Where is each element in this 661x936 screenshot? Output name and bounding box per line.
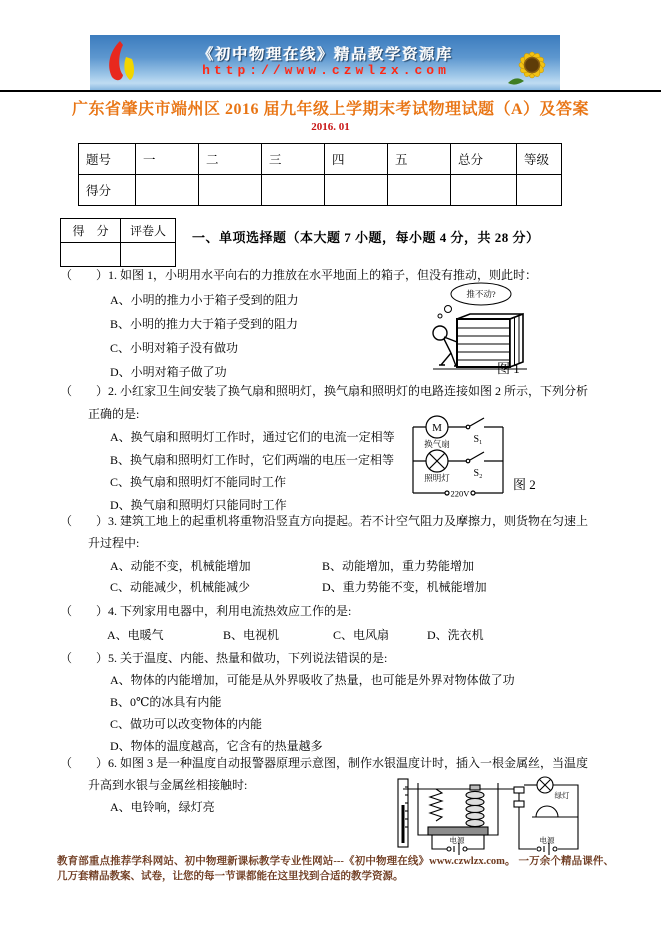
site-logo-icon [90,35,152,91]
grader-label: 评卷人 [121,219,176,243]
motor-symbol-label: M [432,422,442,434]
header-cell: 三 [262,144,325,175]
lamp-label: 照明灯 [424,473,450,483]
header-cell: 等级 [517,144,562,175]
option-b: B、小明的推力大于箱子受到的阻力 [110,317,299,331]
header-cell: 二 [199,144,262,175]
option-a: A、换气扇和照明灯工作时，通过它们的电流一定相等 [110,430,395,444]
switch-2-label: S₂ [473,468,483,479]
empty-cell [325,175,388,206]
option-b: B、0℃的冰具有内能 [110,695,222,709]
option-a: A、物体的内能增加，可能是从外界吸收了热量，也可能是外界对物体做了功 [110,673,515,687]
option-d: D、小明对箱子做了功 [110,365,227,379]
bell-icon [536,806,558,817]
empty-cell [121,243,176,267]
table-row [79,144,562,175]
question-stem: （ ）3. 建筑工地上的起重机将重物沿竖直方向提起。若不计空气阻力及摩擦力，则货物在匀速上 [60,514,589,528]
section-one-heading: 一、单项选择题（本大题 7 小题，每小题 4 分，共 28 分） [192,230,540,245]
thought-bubble-text: 推不动? [466,289,496,299]
option-a: A、电暖气 [107,628,164,642]
figure-3-alarm-diagram [392,775,588,859]
site-banner[interactable] [90,35,560,91]
site-url-link[interactable]: http://www.czwlzx.com [202,63,450,79]
battery-left-label: 电源 [449,836,465,845]
option-a: A、电铃响，绿灯亮 [110,800,215,814]
voltage-label: 220V [450,488,470,499]
option-d: D、物体的温度越高，它含有的热量越多 [110,739,323,753]
option-d: D、换气扇和照明灯只能同时工作 [110,498,287,512]
battery-right-label: 电源 [539,836,555,845]
question-3 [60,512,589,594]
empty-cell [199,175,262,206]
option-a: A、动能不变，机械能增加 [110,559,251,573]
option-b: B、换气扇和照明灯工作时，它们两端的电压一定相等 [110,453,395,467]
empty-cell [262,175,325,206]
spring-icon [430,789,442,821]
table-row [61,219,176,243]
question-stem: （ ）4. 下列家用电器中，利用电流热效应工作的是: [60,604,352,618]
header-cell: 五 [388,144,451,175]
empty-cell [451,175,517,206]
option-c: C、做功可以改变物体的内能 [110,717,263,731]
table-row [61,243,176,267]
question-5 [60,649,572,753]
header-cell: 总分 [451,144,517,175]
option-a: A、小明的推力小于箱子受到的阻力 [110,293,299,307]
option-c: C、换气扇和照明灯不能同时工作 [110,475,287,489]
table-row [79,175,562,206]
empty-cell [517,175,562,206]
question-4 [60,602,572,642]
question-stem: （ ）5. 关于温度、内能、热量和做功，下列说法错误的是: [60,651,388,665]
question-stem-continued: 升过程中: [88,536,140,550]
header-cell: 四 [325,144,388,175]
exam-date: 2016. 01 [311,121,350,133]
header-cell: 一 [136,144,199,175]
score-summary-table [78,143,562,206]
score-row-label: 得分 [79,175,136,206]
sunflower-icon [500,35,560,91]
question-stem: （ ）6. 如图 3 是一种温度自动报警器原理示意图，制作水银温度计时，插入一根金属丝，当温度 [60,756,589,770]
figure-2-circuit-diagram [407,411,509,503]
option-b: B、动能增加，重力势能增加 [322,559,475,573]
site-footer-text: 教育部重点推荐学科网站、初中物理新课标教学专业性网站---《初中物理在线》www.czwlzx.com。 一万余个精品课件、几万套精品教案、试卷，让您的每一节课都能在这里找到合适的教学资源。 [57,856,614,882]
option-b: B、电视机 [223,628,280,642]
empty-cell [61,243,121,267]
coil-icon [466,791,484,798]
empty-cell [136,175,199,206]
header-cell: 题号 [79,144,136,175]
option-d: D、洗衣机 [427,628,484,642]
option-c: C、动能减少，机械能减少 [110,580,251,594]
question-stem-continued: 升高到水银与金属丝相接触时: [88,778,248,792]
page-title: 广东省肇庆市端州区 2016 届九年级上学期末考试物理试题（A）及答案 [71,101,590,118]
empty-cell [388,175,451,206]
site-title: 《初中物理在线》精品教学资源库 [198,46,454,63]
figure-2-caption: 图 2 [513,477,536,492]
question-stem: （ ）2. 小红家卫生间安装了换气扇和照明灯，换气扇和照明灯的电路连接如图 2 所示，下列分析 [60,384,589,398]
figure-1-caption: 图 1 [497,361,520,376]
option-c: C、电风扇 [333,628,390,642]
green-lamp-label: 绿灯 [554,791,570,800]
option-c: C、小明对箱子没有做功 [110,341,239,355]
question-stem-continued: 正确的是: [88,407,140,421]
score-label: 得 分 [61,219,121,243]
switch-1-label: S₁ [473,434,483,445]
grader-score-box [60,218,176,267]
question-stem: （ ）1. 如图 1，小明用水平向右的力推放在水平地面上的箱子，但没有推动，则此时： [60,268,538,282]
fan-label: 换气扇 [424,439,450,449]
option-d: D、重力势能不变，机械能增加 [322,580,487,594]
header-divider [0,90,661,92]
